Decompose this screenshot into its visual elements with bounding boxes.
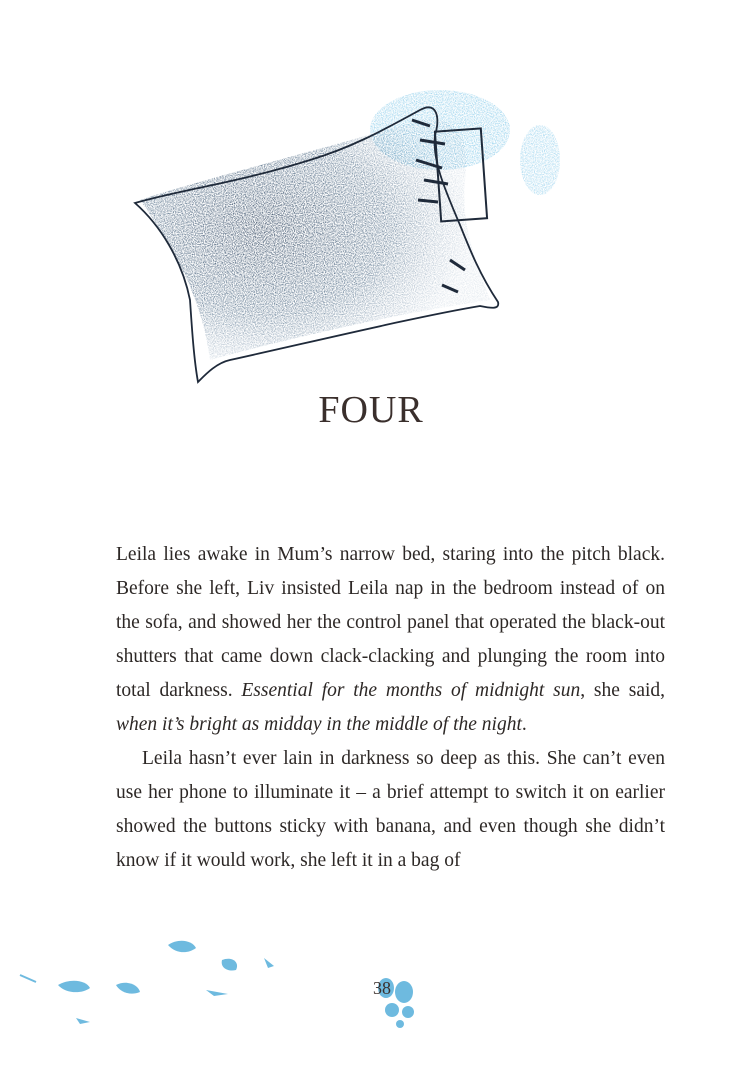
text-segment: . <box>521 714 527 735</box>
page-number: 38 <box>373 978 391 998</box>
paragraph-1 <box>116 538 665 742</box>
body-text <box>116 538 665 878</box>
italic-segment: Essential for the months of midnight sun <box>241 680 581 701</box>
paragraph-2 <box>116 742 665 878</box>
text-segment: Leila lies awake in Mum’s narrow bed, staring into the pitch black. Before she left, Liv insisted Leila nap in the bedroom instead of on the sofa, and showed her the control panel that operated the black-out shutters that came down clack-clacking and plunging the room into total darkness. <box>116 544 665 701</box>
text-segment: , she said, <box>580 680 666 701</box>
chapter-title: FOUR <box>318 389 424 431</box>
pillow-illustration <box>120 60 580 400</box>
text-segment: Leila hasn’t ever lain in darkness so deep as this. She can’t even use her phone to illuminate it – a brief attempt to switch it on earlier showed the buttons sticky with banana, and even though she didn’t know if it would work, she left it in a bag of <box>116 748 665 871</box>
italic-segment: when it’s bright as midday in the middle of the night <box>116 714 522 735</box>
